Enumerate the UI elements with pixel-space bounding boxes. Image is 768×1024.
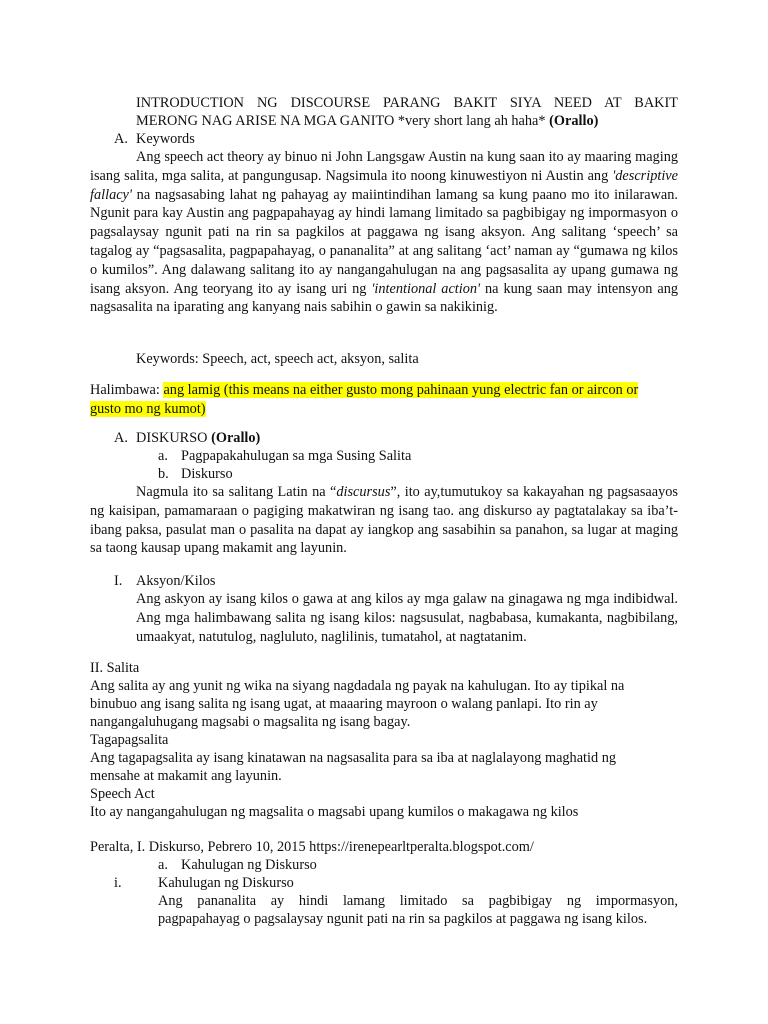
section-heading-speech-act: Speech Act [90,786,155,802]
speech-act-paragraph [90,148,678,317]
salita-line-2: binubuo ang isang salita ng isang ugat, at maaaring mayroon o walang panlapi. Ito rin ay [90,696,598,712]
section-heading-salita: II. Salita [90,660,140,676]
tagapagsalita-line-1: Ang tagapagsalita ay isang kinatawan na nagsasalita para sa iba at naglalayong maghatid ng [90,750,617,766]
keywords-list-line: Keywords: Speech, act, speech act, aksyon, salita [136,351,419,367]
item-label: Kahulugan ng Diskurso [158,875,294,891]
heading-text: DISKURSO [136,430,212,446]
citation-paragraph-line-1: Ang pananalita ay hindi lamang limitado sa pagbibigay ng impormasyon, [158,893,678,909]
aksyon-paragraph: Ang askyon ay isang kilos o gawa at ang kilos ay mga galaw na ginagawa ng mga indibidwal. Ang mga halimbawang salita ng isang kilos: nagsusulat, nagbabasa, kumakanta, nagbibilang, umaakyat, natutulog, nagluluto, naglilinis, tumatahol, at nagtatanim. [136,591,678,645]
list-marker: a. [158,448,168,464]
paragraph-text: ”, ito ay,tumutukoy sa kakayahan ng pagsasaayos ng kaisipan, pamamaraan o pagiging makatwiran ng isang tao. ang diskurso ay pagtatalakay sa iba’t-ibang paksa, pasulat man o pasalita na dapat ay iangkop ang sasabihin sa panahon, sa lugar at maging sa taong kausap upang makamit ang layunin. [90,484,678,557]
example-label: Halimbawa: [90,382,164,398]
title-line-2-text: MERONG NAG ARISE NA MGA GANITO *very short lang ah haha* [136,113,550,129]
citation-reference: Peralta, I. Diskurso, Pebrero 10, 2015 https://irenepearltperalta.blogspot.com/ [90,839,534,855]
author-tag: (Orallo) [549,113,599,129]
list-marker: i. [114,875,122,891]
tagapagsalita-line-2: mensahe at makamit ang layunin. [90,768,282,784]
speech-act-line: Ito ay nangangahulugan ng magsalita o magsabi upang kumilos o makagawa ng kilos [90,804,579,820]
sub-item-label: Kahulugan ng Diskurso [181,857,317,873]
salita-line-3: nangangaluhugang magsabi o magsalita ng isang bagay. [90,714,411,730]
sub-item-label: Diskurso [181,466,233,482]
section-heading-tagapagsalita: Tagapagsalita [90,732,169,748]
list-marker: b. [158,466,169,482]
section-heading-keywords: Keywords [136,131,195,147]
paragraph-text: na kung saan may intensyon ang nagsasalita na iparating ang kanyang nais sabihin o gawin sa nakikinig. [90,280,679,316]
list-marker: A. [114,430,128,446]
paragraph-text: Nagmula ito sa salitang Latin na “ [136,484,337,500]
paragraph-text: Ang speech act theory ay binuo ni John Langsgaw Austin na kung saan ito ay maaring maging isang salita, mga salita, at pangungusap. Nagsimula ito noong kinuwestiyon ni Austin ang [90,149,678,184]
salita-line-1: Ang salita ay ang yunit ng wika na siyang nagdadala ng payak na kahulugan. Ito ay tipikal na [90,678,625,694]
highlighted-example: ang lamig (this means na either gusto mong pahinaan yung electric fan or aircon or [163,382,639,398]
list-marker: a. [158,857,168,873]
italic-term: discursus [336,484,391,500]
example-line-1 [90,381,638,400]
diskurso-paragraph [90,483,678,558]
citation-paragraph-line-2: pagpapahayag o pagsalaysay ngunit pati na rin sa pagkilos at paggawa ng isang kilos. [158,911,648,927]
italic-term: 'descriptive fallacy' [90,167,678,203]
author-tag: (Orallo) [211,430,261,446]
example-line-2 [90,400,206,419]
paragraph-text: na nagsasabing lahat ng pahayag ay maiintindihan lamang sa kung paano mo ito inilarawan. Ngunit para kay Austin ang pagpapahayag ay hindi lamang limitado sa pagbibigay ng impormasyon o pagsalaysay ngunit pati na rin sa pagkilos at paggawa ng isang aksyon. Ang salitang ‘speech’ sa tagalog ay “pagsasalita, pagpapahayag, o pananalita” at ang salitang ‘act’ naman ay “gumawa ng kilos o kumilos”. Ang dalawang salitang ito ay nangangahulugan na ang pagsasalita ay upang gumawa ng isang aksyon. Ang teoryang ito ay isang uri ng [90,186,678,297]
section-heading-diskurso [136,429,260,448]
document-title-line-2 [136,112,696,131]
title-line-1-text: INTRODUCTION NG DISCOURSE PARANG BAKIT SIYA NEED AT BAKIT [136,95,678,111]
list-marker: A. [114,131,128,147]
list-marker: I. [114,573,123,589]
sub-item-label: Pagpapakahulugan sa mga Susing Salita [181,448,412,464]
italic-term: 'intentional action' [371,280,481,297]
document-title-line-1 [136,94,678,113]
highlighted-example: gusto mo ng kumot) [90,401,206,417]
section-heading-aksyon: Aksyon/Kilos [136,573,216,589]
